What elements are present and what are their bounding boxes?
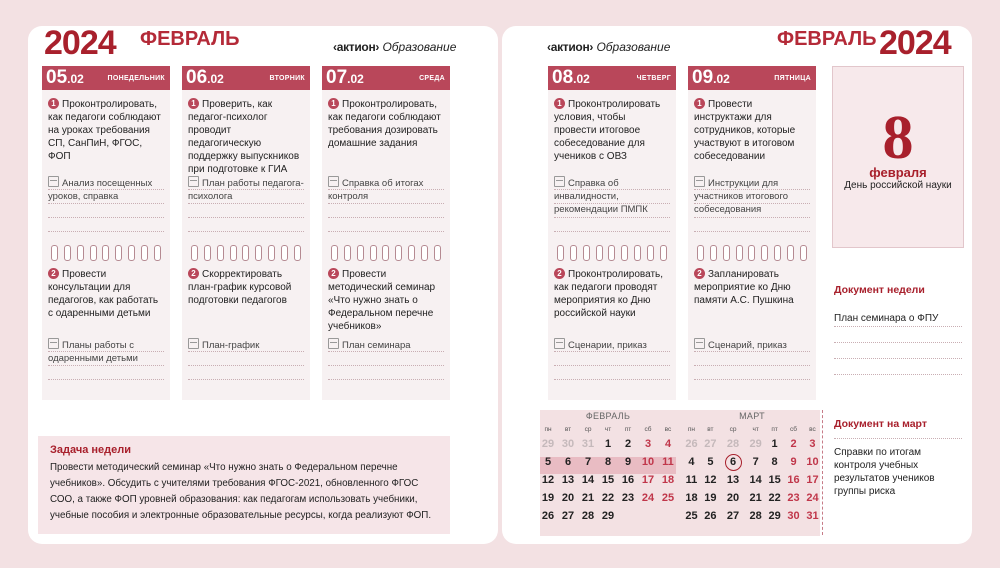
- calendar-day: 18: [661, 474, 675, 486]
- weekday-abbr: чт: [752, 425, 759, 433]
- calendar-day: 4: [664, 438, 672, 450]
- calendar-day: 29: [768, 510, 781, 522]
- doc-text: План-график: [202, 340, 260, 351]
- calendar-day: 15: [601, 474, 615, 486]
- writing-line: [694, 365, 810, 366]
- writing-line: [328, 189, 444, 190]
- writing-line: [834, 326, 962, 327]
- day-num: 06: [186, 67, 208, 88]
- weekday-abbr: пн: [687, 425, 696, 433]
- writing-line: [834, 358, 962, 359]
- document-icon: [188, 176, 199, 187]
- highlight-day: 8: [882, 104, 914, 172]
- task-number-badge: 1: [554, 98, 565, 109]
- task-2: [188, 268, 304, 307]
- task-text: Скорректировать план-график курсовой подготовки педагогов: [188, 269, 292, 306]
- weekday-abbr: вт: [707, 425, 714, 433]
- calendar-day: 7: [752, 456, 759, 468]
- calendar-day: 16: [787, 474, 800, 486]
- calendar-day: 1: [604, 438, 612, 450]
- calendar-day: 30: [787, 510, 800, 522]
- day-num: 08: [552, 67, 574, 88]
- doc-2: [554, 338, 670, 352]
- calendar-day: 9: [790, 456, 797, 468]
- writing-line: [328, 351, 444, 352]
- doc-text: Сценарий, приказ: [708, 340, 787, 351]
- task-number-badge: 2: [694, 268, 705, 279]
- highlight-month: февраля: [869, 165, 927, 180]
- writing-line: [188, 365, 304, 366]
- day-body: [322, 90, 450, 400]
- day-number: [326, 67, 364, 89]
- goal-text: Провести методический семинар «Что нужно знать о Федеральном перечне учебников». Обсудить с учителями требования ФГОС-2021, обновленного ФГОС СОО, а также ФОП уровней образования: как педагогам использовать учебники, учебные пособия и электронные образовательные ресурсы, когда реализуют ФОП.: [50, 462, 432, 521]
- writing-line: [48, 351, 164, 352]
- calendar-day: 23: [621, 492, 635, 504]
- writing-line: [188, 217, 304, 218]
- document-icon: [48, 338, 59, 349]
- calendar-day: 20: [726, 492, 740, 504]
- day-number: [692, 67, 730, 89]
- day-column: [548, 66, 676, 400]
- weekday-label: СРЕДА: [419, 75, 445, 82]
- right-page: [502, 26, 972, 544]
- doc-text: Планы работы с одаренными детьми: [48, 340, 138, 364]
- task-text: Проконтролировать, как педагоги проводят мероприятия ко Дню российской науки: [554, 269, 664, 319]
- weekday-abbr: ср: [729, 425, 737, 433]
- spiral-rings: [688, 245, 816, 259]
- document-icon: [554, 338, 565, 349]
- task-number-badge: 2: [188, 268, 199, 279]
- weekday-abbr: ср: [584, 425, 592, 433]
- calendar-day: 24: [641, 492, 655, 504]
- month-right: ФЕВРАЛЬ: [777, 28, 877, 50]
- task-2: [554, 268, 670, 320]
- writing-line: [694, 203, 810, 204]
- document-icon: [694, 338, 705, 349]
- calendar-day: 14: [749, 474, 762, 486]
- day-header: [42, 66, 170, 90]
- brand-left: [333, 40, 456, 54]
- writing-line: [48, 379, 164, 380]
- goal-title: Задача недели: [50, 444, 132, 456]
- writing-line: [188, 231, 304, 232]
- task-text: Запланировать мероприятие ко Дню памяти А.С. Пушкина: [694, 269, 794, 306]
- weekday-abbr: сб: [790, 425, 797, 433]
- calendar-title: ФЕВРАЛЬ: [585, 411, 631, 421]
- calendar-day: 29: [749, 438, 762, 450]
- writing-line: [328, 379, 444, 380]
- calendar-day: 3: [809, 438, 816, 450]
- calendar-day: 29: [541, 438, 555, 450]
- calendar-day: 5: [544, 456, 552, 468]
- spiral-rings: [182, 245, 310, 259]
- calendar-day: 5: [707, 456, 714, 468]
- weekday-label: ПОНЕДЕЛЬНИК: [107, 75, 165, 82]
- calendar-day: 20: [561, 492, 575, 504]
- day-month: .02: [207, 72, 224, 86]
- calendar-day: 3: [644, 438, 652, 450]
- doc-week-text: План семинара о ФПУ: [834, 313, 939, 324]
- calendar-day: 6: [564, 456, 572, 468]
- calendar-day: 8: [604, 456, 612, 468]
- writing-line: [554, 231, 670, 232]
- weekday-abbr: вс: [664, 425, 672, 433]
- month-left: ФЕВРАЛЬ: [140, 28, 240, 50]
- calendar-day: 23: [787, 492, 800, 504]
- calendar-day: 24: [806, 492, 819, 504]
- brand-logo: ‹актион›: [333, 40, 380, 54]
- calendar-title: МАРТ: [739, 411, 765, 421]
- writing-line: [48, 189, 164, 190]
- calendar-grid: [682, 423, 822, 525]
- highlight-card: [832, 66, 964, 248]
- writing-line: [188, 379, 304, 380]
- day-month: .02: [67, 72, 84, 86]
- document-icon: [328, 338, 339, 349]
- calendar-day: 10: [806, 456, 819, 468]
- calendar-day: 13: [561, 474, 575, 486]
- calendar-day: 27: [704, 438, 717, 450]
- day-header: [548, 66, 676, 90]
- day-column: [182, 66, 310, 400]
- document-icon: [328, 176, 339, 187]
- calendar-day: 2: [790, 438, 797, 450]
- calendar-day: 11: [685, 474, 698, 486]
- doc-2: [694, 338, 810, 352]
- doc-text: План семинара: [342, 340, 411, 351]
- divider: [822, 410, 823, 535]
- doc-2: [328, 338, 444, 352]
- day-body: [688, 90, 816, 400]
- day-number: [552, 67, 590, 89]
- brand-sub: Образование: [382, 40, 457, 54]
- calendar-february: [538, 411, 678, 525]
- calendar-day: 22: [601, 492, 615, 504]
- calendar-day: [618, 507, 638, 525]
- calendar-day: 13: [726, 474, 740, 486]
- calendar-day: 14: [581, 474, 595, 486]
- task-1: [48, 98, 164, 163]
- writing-line: [48, 217, 164, 218]
- writing-line: [694, 231, 810, 232]
- weekday-abbr: пн: [544, 425, 552, 433]
- calendar-day: 26: [704, 510, 717, 522]
- writing-line: [48, 365, 164, 366]
- calendar-day: 19: [704, 492, 717, 504]
- left-page: [28, 26, 498, 544]
- doc-march-text: Справки по итогам контроля учебных результатов учеников группы риска: [834, 447, 935, 497]
- writing-line: [328, 217, 444, 218]
- calendar-day: [658, 507, 678, 525]
- task-1: [188, 98, 304, 176]
- year-right: 2024: [879, 26, 951, 62]
- writing-line: [554, 217, 670, 218]
- writing-line: [554, 365, 670, 366]
- writing-line: [554, 379, 670, 380]
- brand-logo: ‹актион›: [547, 40, 594, 54]
- highlight-holiday: День российской науки: [844, 180, 952, 191]
- task-text: Проконтролировать условия, чтобы провести итоговое собеседование для учеников с ОВЗ: [554, 99, 661, 162]
- calendar-day: 27: [726, 510, 740, 522]
- document-icon: [694, 176, 705, 187]
- weekday-abbr: вс: [809, 425, 816, 433]
- calendar-day: 25: [685, 510, 698, 522]
- weekday-abbr: вт: [564, 425, 572, 433]
- doc-text: Справка об инвалидности, рекомендации ПМПК: [554, 178, 648, 215]
- calendar-day: 17: [806, 474, 819, 486]
- calendar-day: 4: [688, 456, 695, 468]
- calendar-day: 22: [768, 492, 781, 504]
- writing-line: [694, 379, 810, 380]
- calendar-day: 16: [621, 474, 635, 486]
- writing-line: [554, 189, 670, 190]
- document-icon: [188, 338, 199, 349]
- calendar-day: 28: [749, 510, 762, 522]
- calendar-day: 26: [541, 510, 555, 522]
- calendar-day: 6: [720, 453, 746, 471]
- calendar-grid: [538, 423, 678, 525]
- calendar-day: 29: [601, 510, 615, 522]
- day-number: [186, 67, 224, 89]
- calendar-day: 18: [685, 492, 698, 504]
- weekday-abbr: пт: [624, 425, 632, 433]
- writing-line: [554, 351, 670, 352]
- day-month: .02: [573, 72, 590, 86]
- weekday-label: ВТОРНИК: [269, 75, 305, 82]
- calendar-day: 15: [768, 474, 781, 486]
- calendar-day: 27: [561, 510, 575, 522]
- calendar-day: 19: [541, 492, 555, 504]
- document-icon: [48, 176, 59, 187]
- calendar-day: 31: [581, 438, 595, 450]
- day-num: 05: [46, 67, 68, 88]
- task-text: Проконтролировать, как педагоги соблюдают на уроках требования СП, СанПиН, ФГОС, ФОП: [48, 99, 161, 162]
- writing-line: [328, 365, 444, 366]
- calendar-day: [638, 507, 658, 525]
- day-header: [182, 66, 310, 90]
- day-num: 07: [326, 67, 348, 88]
- writing-line: [328, 203, 444, 204]
- spiral-rings: [548, 245, 676, 259]
- writing-line: [834, 342, 962, 343]
- day-column: [322, 66, 450, 400]
- goal-box: [38, 436, 450, 534]
- brand-sub: Образование: [596, 40, 671, 54]
- task-number-badge: 2: [554, 268, 565, 279]
- writing-line: [188, 203, 304, 204]
- task-number-badge: 2: [48, 268, 59, 279]
- weekday-abbr: сб: [644, 425, 652, 433]
- calendar-day: 30: [561, 438, 575, 450]
- calendar-day: 26: [685, 438, 698, 450]
- task-1: [554, 98, 670, 163]
- calendar-day: 8: [771, 456, 778, 468]
- doc-text: Анализ посещенных уроков, справка: [48, 178, 153, 202]
- spiral-rings: [42, 245, 170, 259]
- task-2: [48, 268, 164, 320]
- writing-line: [834, 438, 962, 439]
- writing-line: [188, 351, 304, 352]
- calendar-day: 1: [771, 438, 778, 450]
- doc-week-title: Документ недели: [834, 284, 925, 296]
- calendar-day: 25: [661, 492, 675, 504]
- calendar-day: 12: [541, 474, 555, 486]
- writing-line: [694, 189, 810, 190]
- brand-right: [547, 40, 670, 54]
- doc-text: Инструкции для участников итогового собеседования: [694, 178, 789, 215]
- task-text: Провести инструктажи для сотрудников, которые участвуют в итоговом собеседовании: [694, 99, 796, 162]
- day-body: [548, 90, 676, 400]
- task-2: [694, 268, 810, 307]
- document-icon: [554, 176, 565, 187]
- doc-1: [554, 176, 670, 216]
- day-month: .02: [347, 72, 364, 86]
- task-number-badge: 1: [328, 98, 339, 109]
- task-text: Провести консультации для педагогов, как работать с одаренными детьми: [48, 269, 159, 319]
- doc-march-title: Документ на март: [834, 418, 927, 430]
- year-left: 2024: [44, 26, 116, 62]
- writing-line: [694, 217, 810, 218]
- writing-line: [48, 231, 164, 232]
- task-number-badge: 1: [188, 98, 199, 109]
- calendar-day: 17: [641, 474, 655, 486]
- task-number-badge: 1: [694, 98, 705, 109]
- calendar-day: 11: [662, 456, 674, 468]
- doc-text: Справка об итогах контроля: [328, 178, 424, 202]
- day-header: [688, 66, 816, 90]
- task-1: [328, 98, 444, 150]
- task-1: [694, 98, 810, 163]
- calendar-day: 12: [704, 474, 717, 486]
- calendar-day: 21: [749, 492, 762, 504]
- doc-text: План работы педагога-психолога: [188, 178, 304, 202]
- calendar-day: 9: [624, 456, 632, 468]
- weekday-abbr: чт: [604, 425, 612, 433]
- calendar-day: 28: [726, 438, 740, 450]
- weekday-abbr: пт: [771, 425, 778, 433]
- day-body: [182, 90, 310, 400]
- calendar-day: 21: [581, 492, 595, 504]
- task-2: [328, 268, 444, 333]
- task-text: Проконтролировать, как педагоги соблюдают требования дозировать домашние задания: [328, 99, 441, 149]
- spiral-rings: [322, 245, 450, 259]
- task-number-badge: 2: [328, 268, 339, 279]
- writing-line: [188, 189, 304, 190]
- task-text: Проверить, как педагог-психолог проводит педагогическую поддержку выпускников при подготовке к ГИА: [188, 99, 300, 175]
- writing-line: [328, 231, 444, 232]
- calendar-march: [682, 411, 822, 525]
- day-column: [688, 66, 816, 400]
- doc-text: Сценарии, приказ: [568, 340, 647, 351]
- doc-2: [188, 338, 304, 352]
- day-header: [322, 66, 450, 90]
- writing-line: [694, 351, 810, 352]
- calendar-day: 7: [584, 456, 592, 468]
- weekday-label: ПЯТНИЦА: [774, 75, 811, 82]
- calendar-day: 28: [581, 510, 595, 522]
- calendar-day: 10: [641, 456, 655, 468]
- day-body: [42, 90, 170, 400]
- day-num: 09: [692, 67, 714, 88]
- task-number-badge: 1: [48, 98, 59, 109]
- day-month: .02: [713, 72, 730, 86]
- writing-line: [554, 203, 670, 204]
- writing-line: [834, 374, 962, 375]
- writing-line: [48, 203, 164, 204]
- day-column: [42, 66, 170, 400]
- day-number: [46, 67, 84, 89]
- calendar-day: 2: [624, 438, 632, 450]
- doc-1: [694, 176, 810, 216]
- calendar-day: 31: [806, 510, 819, 522]
- task-text: Провести методический семинар «Что нужно знать о Федеральном перечне учебников»: [328, 269, 436, 332]
- weekday-label: ЧЕТВЕРГ: [636, 75, 671, 82]
